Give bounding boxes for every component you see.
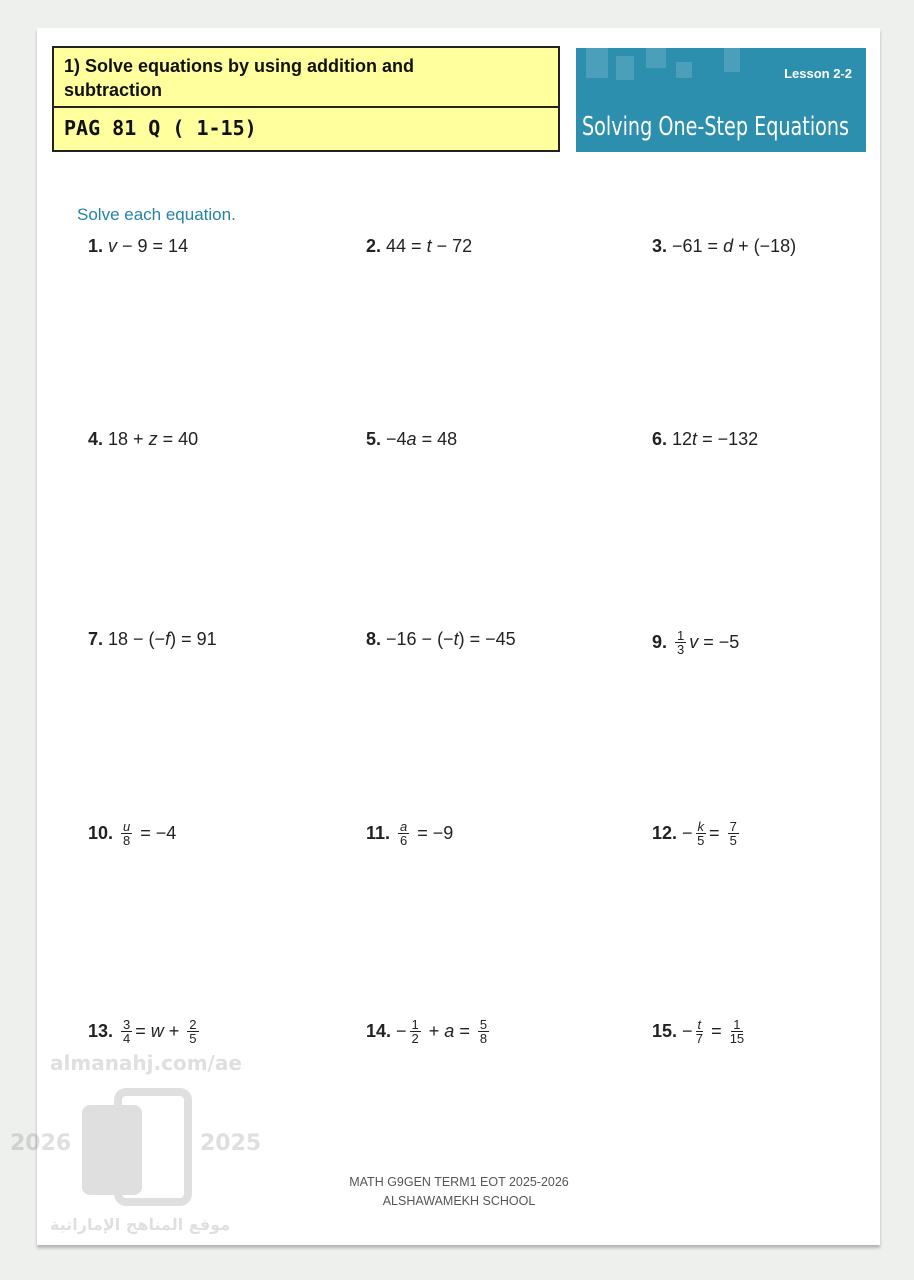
- denominator: 3: [677, 642, 685, 657]
- numerator: u: [123, 819, 131, 834]
- footer: [300, 1173, 618, 1211]
- problem-6: [652, 429, 758, 450]
- numerator: 5: [479, 1017, 488, 1032]
- problem-number: 10.: [88, 823, 114, 843]
- equation-text: − 9 = 14: [117, 236, 189, 256]
- fraction: [478, 1018, 489, 1045]
- problem-number: 4.: [88, 429, 104, 449]
- variable: a: [444, 1021, 455, 1041]
- problem-number: 3.: [652, 236, 668, 256]
- lesson-banner: [576, 48, 866, 152]
- denominator: 5: [189, 1031, 197, 1046]
- fraction: [121, 1018, 132, 1045]
- page-reference: PAG 81 Q ( 1-15): [64, 116, 257, 140]
- fraction: [187, 1018, 198, 1045]
- numerator: 3: [123, 1017, 131, 1032]
- problem-number: 13.: [88, 1021, 114, 1041]
- watermark-arabic: موقع المناهج الإماراتية: [50, 1215, 231, 1234]
- equation-text: = −5: [698, 632, 740, 652]
- lesson-number: Lesson 2-2: [784, 66, 852, 81]
- equation-text: −: [396, 1021, 407, 1041]
- equation-text: 18 +: [108, 429, 149, 449]
- problem-2: [366, 236, 472, 257]
- footer-line-2: ALSHAWAMEKH SCHOOL: [382, 1194, 536, 1208]
- equation-text: 18 − (−: [108, 629, 166, 649]
- equation-text: −4: [386, 429, 407, 449]
- watermark-url: almanahj.com/ae: [50, 1051, 242, 1075]
- equation-text: 44 =: [386, 236, 427, 256]
- problem-4: [88, 429, 198, 450]
- lesson-title: Solving One-Step Equations: [582, 112, 850, 142]
- problem-15: [652, 1018, 747, 1045]
- equation-text: = 40: [157, 429, 199, 449]
- problem-13: [88, 1018, 202, 1045]
- variable: t: [453, 629, 459, 649]
- problem-12: [652, 820, 742, 847]
- problem-number: 8.: [366, 629, 382, 649]
- denominator: 15: [729, 1031, 745, 1046]
- fraction: [398, 820, 409, 847]
- problem-9: [652, 629, 739, 656]
- problem-number: 9.: [652, 632, 668, 652]
- variable: v: [108, 236, 118, 256]
- equation-text: −61 =: [672, 236, 724, 256]
- equation-text: −: [682, 823, 693, 843]
- problem-10: [88, 820, 176, 847]
- task-line-2: subtraction: [64, 80, 163, 100]
- denominator: 5: [729, 833, 737, 848]
- equation-text: − 72: [431, 236, 473, 256]
- numerator: t: [697, 1017, 702, 1032]
- denominator: 2: [411, 1031, 419, 1046]
- task-box: [52, 46, 560, 152]
- fraction: [696, 1018, 704, 1045]
- fraction: [675, 629, 686, 656]
- watermark-year-right: 2025: [200, 1131, 262, 1156]
- equation-text: =: [706, 1021, 727, 1041]
- task-line-1: 1) Solve equations by using addition and: [64, 56, 415, 76]
- problem-number: 12.: [652, 823, 678, 843]
- variable: a: [406, 429, 417, 449]
- problem-8: [366, 629, 516, 650]
- equation-text: −16 − (−: [386, 629, 454, 649]
- equation-text: = −4: [135, 823, 177, 843]
- equation-text: = 48: [416, 429, 458, 449]
- equation-text: =: [454, 1021, 475, 1041]
- variable: w: [150, 1021, 164, 1041]
- numerator: 7: [729, 819, 737, 834]
- watermark-logo: [10, 1050, 280, 1240]
- fraction: [121, 820, 132, 847]
- problem-1: [88, 236, 188, 257]
- problem-number: 11.: [366, 823, 391, 843]
- problem-number: 6.: [652, 429, 668, 449]
- instructions: Solve each equation.: [77, 205, 236, 224]
- task-description: [54, 48, 558, 108]
- numerator: k: [697, 819, 705, 834]
- equation-text: = −9: [412, 823, 454, 843]
- denominator: 8: [479, 1031, 488, 1046]
- equation-text: = −132: [697, 429, 759, 449]
- denominator: 7: [695, 1031, 703, 1046]
- denominator: 4: [123, 1031, 131, 1046]
- variable: z: [148, 429, 158, 449]
- equation-text: 12: [672, 429, 693, 449]
- equation-text: ) = −45: [458, 629, 516, 649]
- equation-text: +: [163, 1021, 185, 1041]
- problem-11: [366, 820, 453, 847]
- numerator: a: [400, 819, 408, 834]
- problem-number: 2.: [366, 236, 382, 256]
- variable: t: [692, 429, 698, 449]
- problem-3: [652, 236, 796, 257]
- fraction: [730, 1018, 744, 1045]
- equation-text: −: [682, 1021, 693, 1041]
- watermark-year-left: 2026: [10, 1131, 72, 1156]
- equation-text: =: [709, 823, 725, 843]
- footer-line-1: MATH G9GEN TERM1 EOT 2025-2026: [349, 1175, 569, 1189]
- problem-14: [366, 1018, 492, 1045]
- variable: v: [689, 632, 699, 652]
- numerator: 2: [189, 1017, 197, 1032]
- problem-number: 5.: [366, 429, 382, 449]
- problem-number: 1.: [88, 236, 104, 256]
- problem-number: 14.: [366, 1021, 392, 1041]
- denominator: 6: [400, 833, 408, 848]
- problem-7: [88, 629, 217, 650]
- numerator: 1: [677, 628, 685, 643]
- equation-text: =: [135, 1021, 151, 1041]
- problem-5: [366, 429, 457, 450]
- variable: f: [165, 629, 171, 649]
- numerator: 1: [733, 1017, 741, 1032]
- fraction: [410, 1018, 421, 1045]
- variable: d: [723, 236, 734, 256]
- denominator: 8: [123, 833, 131, 848]
- numerator: 1: [411, 1017, 419, 1032]
- equation-text: + (−18): [733, 236, 797, 256]
- equation-text: +: [423, 1021, 445, 1041]
- equation-text: ) = 91: [170, 629, 217, 649]
- fraction: [696, 820, 707, 847]
- variable: t: [426, 236, 432, 256]
- problem-number: 15.: [652, 1021, 678, 1041]
- problem-number: 7.: [88, 629, 104, 649]
- denominator: 5: [697, 833, 705, 848]
- fraction: [728, 820, 739, 847]
